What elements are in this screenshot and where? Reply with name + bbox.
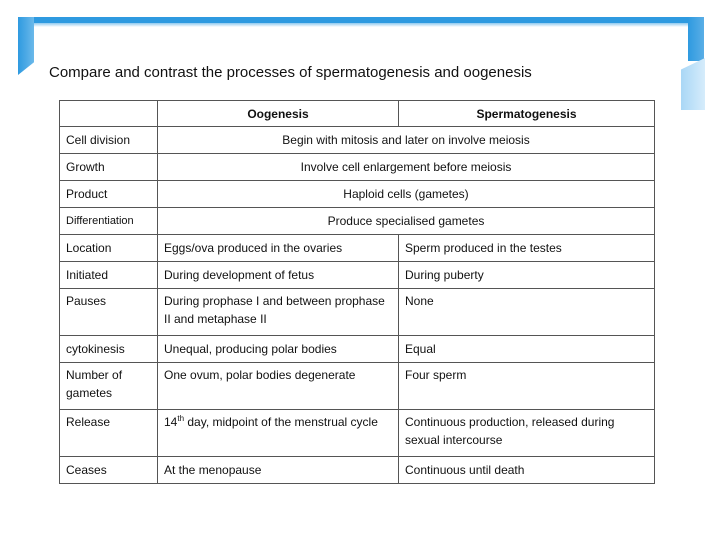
row-label: cytokinesis	[60, 336, 158, 363]
row-label: Cell division	[60, 127, 158, 154]
oogenesis-cell: At the menopause	[158, 457, 399, 484]
slide-frame-right-tab	[681, 58, 705, 110]
row-label: Growth	[60, 154, 158, 181]
oogenesis-cell: One ovum, polar bodies degenerate	[158, 363, 399, 410]
shared-cell: Produce specialised gametes	[158, 208, 655, 235]
shared-cell: Involve cell enlargement before meiosis	[158, 154, 655, 181]
row-label: Differentiation	[60, 208, 158, 235]
oogenesis-cell	[158, 410, 399, 457]
header-empty-cell	[60, 101, 158, 127]
row-label: Initiated	[60, 262, 158, 289]
shared-cell: Begin with mitosis and later on involve meiosis	[158, 127, 655, 154]
header-oogenesis: Oogenesis	[158, 101, 399, 127]
table-row	[60, 457, 655, 484]
row-label: Pauses	[60, 289, 158, 336]
release-day-number: 14	[164, 415, 178, 429]
table-row	[60, 363, 655, 410]
oogenesis-cell: Eggs/ova produced in the ovaries	[158, 235, 399, 262]
table-row	[60, 336, 655, 363]
table-row	[60, 235, 655, 262]
spermatogenesis-cell: Sperm produced in the testes	[399, 235, 655, 262]
comparison-table	[59, 100, 655, 484]
table-row	[60, 410, 655, 457]
spermatogenesis-cell: Equal	[399, 336, 655, 363]
slide-frame-top-fade	[18, 23, 704, 27]
row-label: Number of gametes	[60, 363, 158, 410]
table-row	[60, 181, 655, 208]
row-label: Product	[60, 181, 158, 208]
table-row	[60, 208, 655, 235]
release-day-suffix: th	[177, 414, 185, 423]
table-row	[60, 262, 655, 289]
table-row	[60, 127, 655, 154]
spermatogenesis-cell: Four sperm	[399, 363, 655, 410]
table-header-row	[60, 101, 655, 127]
header-spermatogenesis: Spermatogenesis	[399, 101, 655, 127]
oogenesis-cell: Unequal, producing polar bodies	[158, 336, 399, 363]
spermatogenesis-cell: During puberty	[399, 262, 655, 289]
row-label: Ceases	[60, 457, 158, 484]
spermatogenesis-cell: Continuous production, released during sexual intercourse	[399, 410, 655, 457]
oogenesis-cell: During prophase I and between prophase II and metaphase II	[158, 289, 399, 336]
table-row	[60, 154, 655, 181]
shared-cell: Haploid cells (gametes)	[158, 181, 655, 208]
slide-frame-left-accent	[18, 17, 34, 75]
table-row	[60, 289, 655, 336]
spermatogenesis-cell: Continuous until death	[399, 457, 655, 484]
row-label: Location	[60, 235, 158, 262]
row-label: Release	[60, 410, 158, 457]
slide-frame-right-accent	[688, 17, 704, 61]
slide-title: Compare and contrast the processes of spermatogenesis and oogenesis	[49, 64, 532, 81]
release-day-text: day, midpoint of the menstrual cycle	[184, 415, 378, 429]
oogenesis-cell: During development of fetus	[158, 262, 399, 289]
spermatogenesis-cell: None	[399, 289, 655, 336]
